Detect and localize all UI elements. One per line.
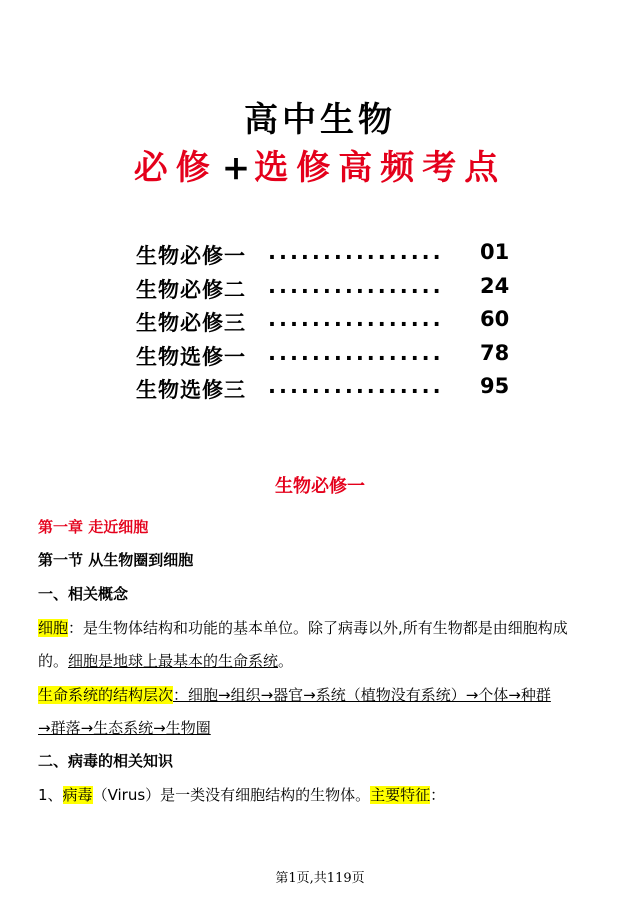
lesson-heading: 第一节 从生物圈到细胞 — [38, 551, 194, 569]
document-title: 高中生物 — [244, 100, 396, 140]
toc-page-number: 01 — [480, 240, 510, 264]
life-system-line-1 — [38, 684, 551, 705]
toc-leader: ................ — [268, 307, 444, 331]
toc-entry[interactable] — [136, 374, 516, 408]
virus-definition-line — [38, 784, 445, 805]
toc-leader: ................ — [268, 340, 444, 365]
toc-label: 生物必修一 — [136, 243, 246, 268]
document-subtitle — [0, 140, 640, 189]
term-life-system-levels: 生命系统的结构层次 — [38, 686, 174, 704]
period: 。 — [278, 652, 294, 670]
toc-page-number: 60 — [480, 307, 510, 331]
cell-definition-text: ：是生物体结构和功能的基本单位。除了病毒以外,所有生物都是由细胞构成 — [68, 619, 568, 637]
toc-page-number: 78 — [480, 340, 510, 365]
toc-entry[interactable] — [136, 341, 516, 375]
subtitle-compulsory: 必修 — [133, 148, 218, 188]
term-main-features: 主要特征 — [370, 786, 431, 804]
subtitle-plus: + — [221, 148, 251, 188]
cell-definition-end: 的。 — [38, 652, 69, 670]
toc-leader: ................ — [268, 273, 444, 298]
concepts-heading: 一、相关概念 — [38, 585, 129, 603]
cell-definition-line-2 — [38, 650, 293, 671]
life-system-levels-text: ：细胞→组织→器官→系统（植物没有系统）→个体→种群 — [173, 686, 551, 704]
toc-leader: ................ — [268, 240, 444, 264]
life-system-line-2: →群落→生态系统→生物圈 — [38, 719, 211, 737]
virus-definition-text: （Virus）是一类没有细胞结构的生物体。 — [92, 786, 371, 804]
cell-definition-line-1 — [38, 617, 568, 638]
section-title: 生物必修一 — [275, 476, 365, 497]
virus-heading: 二、病毒的相关知识 — [38, 752, 174, 770]
toc-entry[interactable] — [136, 240, 516, 274]
toc-label: 生物选修一 — [136, 343, 246, 369]
term-cell: 细胞 — [38, 619, 69, 637]
colon: ： — [430, 786, 446, 804]
toc-label: 生物选修三 — [136, 377, 246, 402]
cell-basic-system-text: 细胞是地球上最基本的生命系统 — [68, 652, 279, 670]
chapter-heading: 第一章 走近细胞 — [38, 518, 149, 536]
list-number: 1、 — [38, 786, 63, 804]
toc-label: 生物必修三 — [136, 310, 246, 335]
subtitle-elective: 选修高频考点 — [254, 148, 507, 188]
page-footer: 第1页,共119页 — [275, 871, 365, 886]
table-of-contents — [136, 240, 516, 408]
toc-leader: ................ — [268, 374, 444, 398]
toc-entry[interactable] — [136, 274, 516, 308]
toc-entry[interactable] — [136, 307, 516, 341]
toc-page-number: 24 — [480, 273, 510, 298]
term-virus: 病毒 — [62, 786, 93, 804]
toc-label: 生物必修二 — [136, 276, 246, 302]
toc-page-number: 95 — [480, 374, 510, 398]
